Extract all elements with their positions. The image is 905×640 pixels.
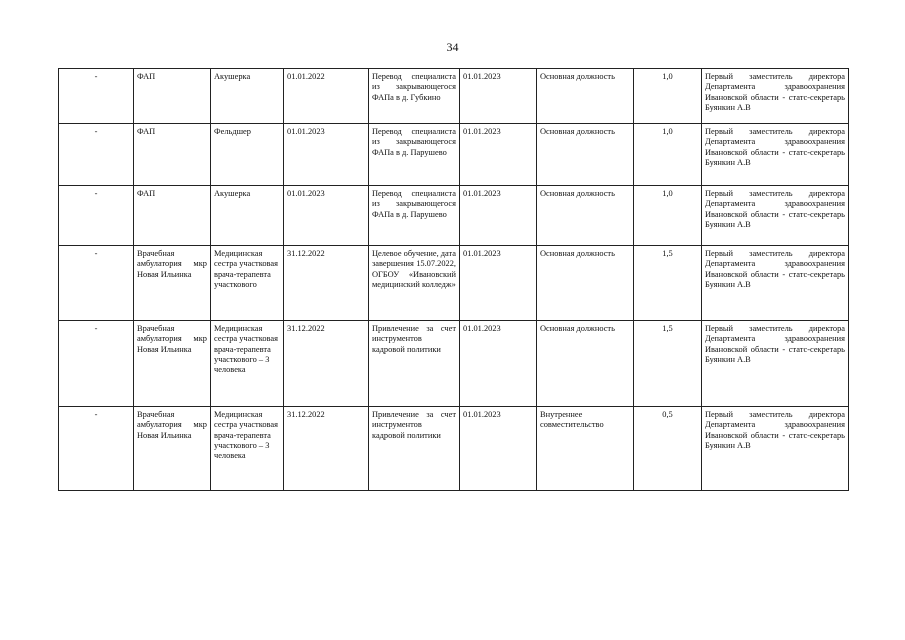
rate-cell: 1,0 — [634, 186, 702, 246]
table-row — [59, 124, 849, 186]
responsible-cell: Первый заместитель директора Департамента здравоохранения Ивановской области - статс-секретарь Буянкин А.В — [702, 186, 849, 246]
rate-cell: 0,5 — [634, 407, 702, 491]
post-type-cell: Основная должность — [537, 246, 634, 321]
position-cell: Медицинская сестра участковая врача-терапевта участкового — [211, 246, 284, 321]
rate-cell: 1,0 — [634, 69, 702, 124]
post-type-cell: Внутреннее совместительство — [537, 407, 634, 491]
post-type-cell: Основная должность — [537, 321, 634, 407]
measure-cell: Перевод специалиста из закрывающегося ФАПа в д. Парушево — [369, 124, 460, 186]
unit-cell: Врачебная амбулатория мкр Новая Ильинка — [134, 246, 211, 321]
date-to-cell: 01.01.2023 — [460, 246, 537, 321]
unit-cell: ФАП — [134, 124, 211, 186]
table-row — [59, 69, 849, 124]
date-from-cell: 01.01.2023 — [284, 124, 369, 186]
responsible-cell: Первый заместитель директора Департамента здравоохранения Ивановской области - статс-секретарь Буянкин А.В — [702, 69, 849, 124]
date-to-cell: 01.01.2023 — [460, 186, 537, 246]
position-cell: Фельдшер — [211, 124, 284, 186]
table-row — [59, 246, 849, 321]
table-row — [59, 186, 849, 246]
row-number-cell: - — [59, 407, 134, 491]
rate-cell: 1,5 — [634, 321, 702, 407]
responsible-cell: Первый заместитель директора Департамента здравоохранения Ивановской области - статс-секретарь Буянкин А.В — [702, 321, 849, 407]
date-to-cell: 01.01.2023 — [460, 321, 537, 407]
page-number: 34 — [446, 40, 459, 54]
responsible-cell: Первый заместитель директора Департамента здравоохранения Ивановской области - статс-секретарь Буянкин А.В — [702, 407, 849, 491]
unit-cell: Врачебная амбулатория мкр Новая Ильинка — [134, 407, 211, 491]
date-to-cell: 01.01.2023 — [460, 69, 537, 124]
measure-cell: Перевод специалиста из закрывающегося ФАПа в д. Парушево — [369, 186, 460, 246]
row-number-cell: - — [59, 246, 134, 321]
responsible-cell: Первый заместитель директора Департамента здравоохранения Ивановской области - статс-секретарь Буянкин А.В — [702, 124, 849, 186]
row-number-cell: - — [59, 186, 134, 246]
position-cell: Акушерка — [211, 186, 284, 246]
table-row — [59, 321, 849, 407]
rate-cell: 1,0 — [634, 124, 702, 186]
table-row — [59, 407, 849, 491]
date-from-cell: 31.12.2022 — [284, 246, 369, 321]
date-to-cell: 01.01.2023 — [460, 407, 537, 491]
date-to-cell: 01.01.2023 — [460, 124, 537, 186]
rate-cell: 1,5 — [634, 246, 702, 321]
row-number-cell: - — [59, 69, 134, 124]
position-cell: Медицинская сестра участковая врача-терапевта участкового – 3 человека — [211, 321, 284, 407]
measure-cell: Перевод специалиста из закрывающегося ФАПа в д. Губкино — [369, 69, 460, 124]
row-number-cell: - — [59, 321, 134, 407]
date-from-cell: 01.01.2023 — [284, 186, 369, 246]
unit-cell: ФАП — [134, 69, 211, 124]
responsible-cell: Первый заместитель директора Департамента здравоохранения Ивановской области - статс-секретарь Буянкин А.В — [702, 246, 849, 321]
measure-cell: Привлечение за счет инструментов кадровой политики — [369, 407, 460, 491]
measure-cell: Целевое обучение, дата завершения 15.07.2022, ОГБОУ «Ивановский медицинский колледж» — [369, 246, 460, 321]
position-cell: Акушерка — [211, 69, 284, 124]
post-type-cell: Основная должность — [537, 124, 634, 186]
date-from-cell: 31.12.2022 — [284, 321, 369, 407]
date-from-cell: 01.01.2022 — [284, 69, 369, 124]
unit-cell: Врачебная амбулатория мкр Новая Ильинка — [134, 321, 211, 407]
position-cell: Медицинская сестра участковая врача-терапевта участкового – 3 человека — [211, 407, 284, 491]
staffing-table — [58, 68, 849, 491]
post-type-cell: Основная должность — [537, 186, 634, 246]
post-type-cell: Основная должность — [537, 69, 634, 124]
unit-cell: ФАП — [134, 186, 211, 246]
row-number-cell: - — [59, 124, 134, 186]
date-from-cell: 31.12.2022 — [284, 407, 369, 491]
measure-cell: Привлечение за счет инструментов кадровой политики — [369, 321, 460, 407]
